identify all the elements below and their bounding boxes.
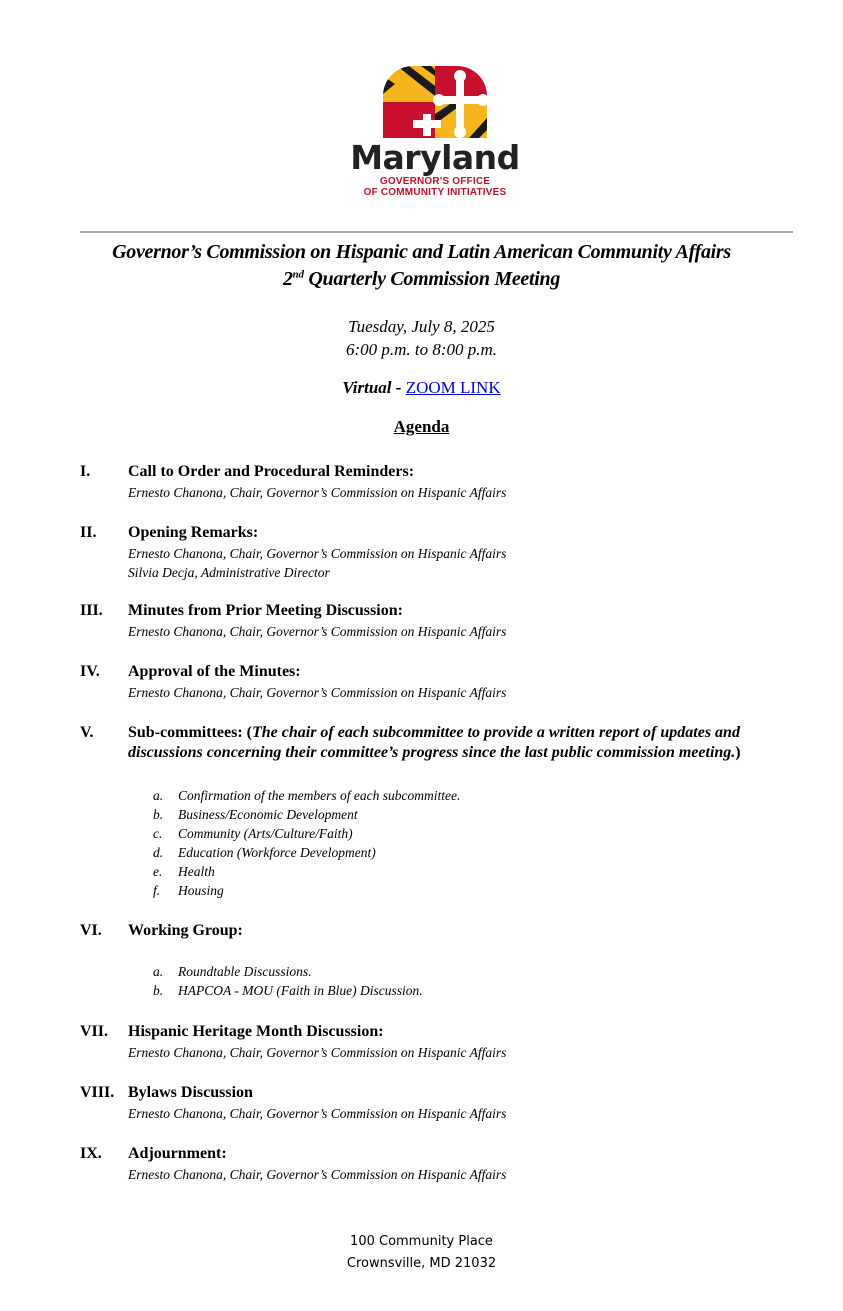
item-title: Bylaws Discussion [128,1084,253,1101]
ordinal-suffix: nd [292,268,304,281]
item-presenter: Silvia Decja, Administrative Director [128,565,330,580]
item-presenter: Ernesto Chanona, Chair, Governor’s Commission on Hispanic Affairs [128,1045,507,1060]
item-presenter: Ernesto Chanona, Chair, Governor’s Commission on Hispanic Affairs [128,546,507,561]
item-presenter: Ernesto Chanona, Chair, Governor’s Commission on Hispanic Affairs [128,485,507,500]
item-number: III. [80,602,103,619]
ordinal-number: 2 [282,268,293,290]
item-title: Call to Order and Procedural Reminders: [128,463,415,480]
virtual-label: Virtual - [342,378,406,397]
item-title: Opening Remarks: [128,524,259,541]
item-title: Adjournment: [128,1145,227,1162]
item-title-main: Sub-committees: ( [128,724,252,741]
document-title: Governor’s Commission on Hispanic and Latin American Community Affairs [112,241,731,263]
maryland-logo [340,66,530,198]
item-title: Working Group: [128,922,243,939]
subtitle-rest: Quarterly Commission Meeting [303,268,561,290]
item-title: Approval of the Minutes: [128,663,301,680]
item-number: V. [80,724,94,741]
item-number: VIII. [80,1084,115,1101]
maryland-flag-icon [383,66,487,138]
item-number: IX. [80,1145,102,1162]
meeting-time: 6:00 p.m. to 8:00 p.m. [345,340,498,359]
item-number: I. [80,463,91,480]
document-subtitle [0,268,843,291]
agenda-heading: Agenda [393,417,450,436]
meeting-date: Tuesday, July 8, 2025 [348,317,495,336]
logo-wordmark: Maryland [350,138,520,177]
logo-subtitle-line2: OF COMMUNITY INITIATIVES [363,187,507,198]
meeting-location [0,378,843,398]
footer-address-line2: Crownsville, MD 21032 [346,1256,497,1271]
logo-subtitle-line1: GOVERNOR'S OFFICE [379,176,491,187]
footer-address-line1: 100 Community Place [350,1234,493,1249]
item-number: VII. [80,1023,109,1040]
item-title [128,723,800,763]
item-number: VI. [80,922,102,939]
item-title: Minutes from Prior Meeting Discussion: [128,602,403,619]
item-title-note: The chair of each subcommittee to provide a written report of updates and discussions concerning their committee’s progress since the last public commission meeting. [128,724,740,761]
item-title-end: ) [735,744,741,761]
item-number: IV. [80,663,100,680]
item-presenter: Ernesto Chanona, Chair, Governor’s Commission on Hispanic Affairs [128,685,507,700]
item-presenter: Ernesto Chanona, Chair, Governor’s Commission on Hispanic Affairs [128,1106,507,1121]
zoom-link[interactable]: ZOOM LINK [405,378,501,397]
item-presenter: Ernesto Chanona, Chair, Governor’s Commission on Hispanic Affairs [128,624,507,639]
header-divider [80,231,793,233]
item-presenter: Ernesto Chanona, Chair, Governor’s Commission on Hispanic Affairs [128,1167,507,1182]
item-number: II. [80,524,97,541]
item-title: Hispanic Heritage Month Discussion: [128,1023,384,1040]
